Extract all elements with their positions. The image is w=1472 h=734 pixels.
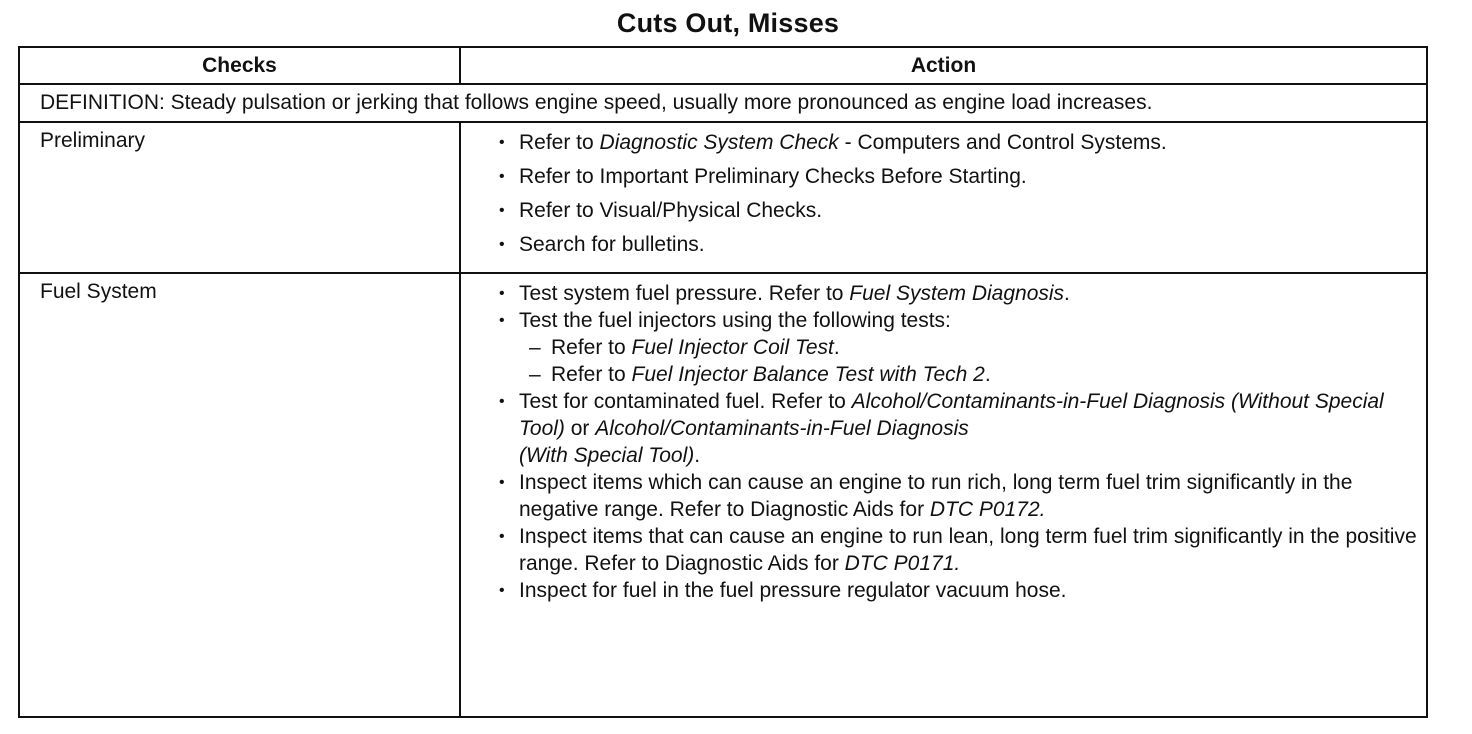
header-row xyxy=(19,47,1427,84)
list-item xyxy=(461,523,1426,577)
item-text: Refer to xyxy=(551,363,632,386)
bullet-icon: • xyxy=(499,168,505,185)
item-text: Test system fuel pressure. Refer to xyxy=(519,282,850,305)
item-text: Inspect items which can cause an engine to run rich, long term fuel trim significantly in the negative range. Refer to Diagnostic Aids for xyxy=(519,471,1353,521)
bullet-icon: • xyxy=(499,474,505,491)
item-reference: Fuel Injector Coil Test xyxy=(631,336,834,359)
item-text: Inspect items that can cause an engine to run lean, long term fuel trim significantly in the positive range. Refer to Diagnostic Aids for xyxy=(519,525,1417,575)
item-text: or xyxy=(564,417,596,440)
list-item xyxy=(461,231,1426,258)
sub-list-item xyxy=(461,361,1426,388)
page-title: Cuts Out, Misses xyxy=(616,8,840,38)
bullet-icon: • xyxy=(499,202,505,219)
item-text: . xyxy=(1064,282,1070,305)
list-item xyxy=(461,388,1426,469)
preliminary-actions xyxy=(460,122,1427,273)
definition-row xyxy=(19,84,1427,122)
item-reference: Diagnostic System Check xyxy=(599,131,839,154)
dash-icon: – xyxy=(529,363,541,386)
list-item xyxy=(461,469,1426,523)
item-reference: Fuel Injector Balance Test with Tech 2 xyxy=(631,363,985,386)
action-column-header: Action xyxy=(460,47,1427,84)
diagnostic-table xyxy=(18,46,1428,718)
item-text: Search for bulletins. xyxy=(519,233,705,256)
item-reference: Alcohol/Contaminants-in-Fuel Diagnosis (Without Special Tool) xyxy=(519,390,1384,440)
item-text: Refer to xyxy=(551,336,632,359)
bullet-icon: • xyxy=(499,393,505,410)
bullet-icon: • xyxy=(499,528,505,545)
list-item xyxy=(461,197,1426,224)
preliminary-row xyxy=(19,122,1427,273)
preliminary-label: Preliminary xyxy=(19,122,460,273)
list-item xyxy=(461,307,1426,334)
list-item xyxy=(461,129,1426,156)
item-text: . xyxy=(833,336,840,359)
bullet-icon: • xyxy=(499,285,505,302)
bullet-icon: • xyxy=(499,312,505,329)
item-reference: Fuel System Diagnosis xyxy=(849,282,1065,305)
item-reference: DTC P0172 xyxy=(929,498,1040,521)
list-item xyxy=(461,280,1426,307)
item-text: Inspect for fuel in the fuel pressure regulator vacuum hose. xyxy=(519,579,1067,602)
item-reference: (With Special Tool) xyxy=(519,444,695,467)
dash-icon: – xyxy=(529,336,541,359)
item-text: . xyxy=(1039,498,1046,521)
item-text: . xyxy=(984,363,991,386)
item-text: Test the fuel injectors using the following tests: xyxy=(519,309,951,332)
sub-list-item xyxy=(461,334,1426,361)
item-text: . xyxy=(954,552,961,575)
checks-column-header: Checks xyxy=(19,47,460,84)
fuel-system-label: Fuel System xyxy=(19,273,460,717)
item-text: . xyxy=(694,444,701,467)
item-text: - Computers and Control Systems. xyxy=(838,131,1167,154)
bullet-icon: • xyxy=(499,134,505,151)
bullet-icon: • xyxy=(499,582,505,599)
item-reference: Alcohol/Contaminants-in-Fuel Diagnosis xyxy=(595,417,969,440)
bullet-icon: • xyxy=(499,236,505,253)
list-item xyxy=(461,577,1426,604)
fuel-system-actions xyxy=(460,273,1427,717)
item-text: Refer to xyxy=(519,131,600,154)
item-text: Refer to Important Preliminary Checks Before Starting. xyxy=(519,165,1027,188)
item-text: Refer to Visual/Physical Checks. xyxy=(519,199,823,222)
item-reference: DTC P0171 xyxy=(844,552,955,575)
list-item xyxy=(461,163,1426,190)
definition-text: DEFINITION: Steady pulsation or jerking that follows engine speed, usually more pronounced as engine load increases. xyxy=(19,84,1427,122)
item-text: Test for contaminated fuel. Refer to xyxy=(519,390,852,413)
fuel-system-row xyxy=(19,273,1427,717)
